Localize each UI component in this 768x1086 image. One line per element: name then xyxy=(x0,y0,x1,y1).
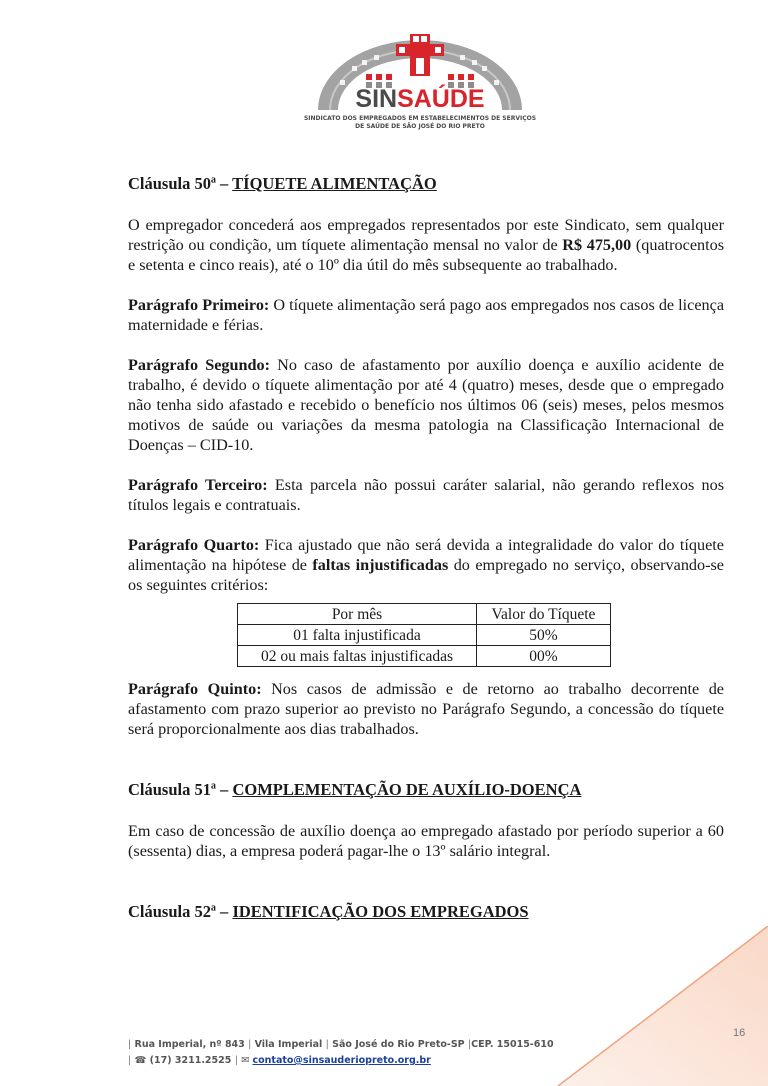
table-header: Por mês xyxy=(238,604,477,625)
footer-email-link[interactable]: contato@sinsauderiopreto.org.br xyxy=(252,1055,431,1066)
table-cell: 50% xyxy=(477,625,611,646)
paragraph-quinto: Parágrafo Quinto: Nos casos de admissão e de retorno ao trabalho decorrente de afastamento com prazo superior ao previsto no Parágrafo Segundo, a concessão do tíquete será proporcionalmente aos dias trabalhados. xyxy=(128,680,724,738)
sinsaude-logo xyxy=(300,22,540,134)
clause-51-heading: Cláusula 51ª – COMPLEMENTAÇÃO DE AUXÍLIO-DOENÇA xyxy=(128,780,582,799)
clause-51-title: COMPLEMENTAÇÃO DE AUXÍLIO-DOENÇA xyxy=(232,780,582,799)
criteria-table xyxy=(237,603,611,667)
clause-50-heading: Cláusula 50ª – TÍQUETE ALIMENTAÇÃO xyxy=(128,174,437,193)
table-row xyxy=(238,625,611,646)
table-cell: 00% xyxy=(477,646,611,667)
logo-brand-sin: SIN xyxy=(355,85,398,113)
table-row xyxy=(238,646,611,667)
logo-brand-saude: SAÚDE xyxy=(397,85,485,113)
page-number: 16 xyxy=(733,1027,746,1039)
logo-subtitle-line1: SINDICATO DOS EMPREGADOS EM ESTABELECIMENTOS DE SERVIÇOS xyxy=(303,115,537,122)
footer xyxy=(128,1037,554,1069)
clause-50-intro: O empregador concederá aos empregados representados por este Sindicato, sem qualquer restrição ou condição, um tíquete alimentação mensal no valor de R$ 475,00 (quatrocentos e setenta e cinco reais), até o 10º dia útil do mês subsequente ao trabalhado. xyxy=(128,216,724,274)
footer-address: | Rua Imperial, nº 843 | Vila Imperial | São José do Rio Preto-SP |CEP. 15015-610 xyxy=(128,1039,554,1050)
paragraph-segundo: Parágrafo Segundo: No caso de afastamento por auxílio doença e auxílio acidente de trabalho, é devido o tíquete alimentação por até 4 (quatro) meses, desde que o empregado não tenha sido afastado e recebido o benefício nos últimos 06 (seis) meses, pelos mesmos motivos de saúde ou variações da mesma patologia na Classificação Internacional de Doenças – CID-10. xyxy=(128,356,725,454)
envelope-icon: ✉ xyxy=(241,1055,250,1066)
phone-icon: ☎ xyxy=(134,1055,147,1066)
document-body xyxy=(128,173,724,923)
clause-52-title: IDENTIFICAÇÃO DOS EMPREGADOS xyxy=(232,902,529,921)
clause-52-heading: Cláusula 52ª – IDENTIFICAÇÃO DOS EMPREGADOS xyxy=(128,902,529,921)
paragraph-quarto: Parágrafo Quarto: Fica ajustado que não será devida a integralidade do valor do tíquete alimentação na hipótese de faltas injustificadas do empregado no serviço, observando-se os seguintes critérios: xyxy=(128,536,724,594)
table-cell: 01 falta injustificada xyxy=(238,625,477,646)
ticket-amount: R$ 475,00 xyxy=(562,236,632,254)
logo-subtitle-line2: DE SAÚDE DE SÃO JOSÉ DO RIO PRETO xyxy=(355,123,485,130)
svg-text:SINSAÚDE xyxy=(355,83,484,113)
footer-contact: | ☎ (17) 3211.2525 | ✉ contato@sinsauderiopreto.org.br xyxy=(128,1055,431,1066)
logo-graphic xyxy=(300,22,540,134)
paragraph-terceiro: Parágrafo Terceiro: Esta parcela não possui caráter salarial, não gerando reflexos nos títulos legais e contratuais. xyxy=(128,476,724,514)
footer-phone: (17) 3211.2525 xyxy=(149,1055,232,1066)
clause-51-text: Em caso de concessão de auxílio doença ao empregado afastado por período superior a 60 (sessenta) dias, a empresa poderá pagar-lhe o 13º salário integral. xyxy=(128,822,724,860)
table-cell: 02 ou mais faltas injustificadas xyxy=(238,646,477,667)
paragraph-primeiro: Parágrafo Primeiro: O tíquete alimentação será pago aos empregados nos casos de licença maternidade e férias. xyxy=(128,296,725,334)
clause-50-title: TÍQUETE ALIMENTAÇÃO xyxy=(232,174,437,193)
corner-decoration xyxy=(518,926,768,1086)
table-header: Valor do Tíquete xyxy=(477,604,611,625)
table-header-row xyxy=(238,604,611,625)
